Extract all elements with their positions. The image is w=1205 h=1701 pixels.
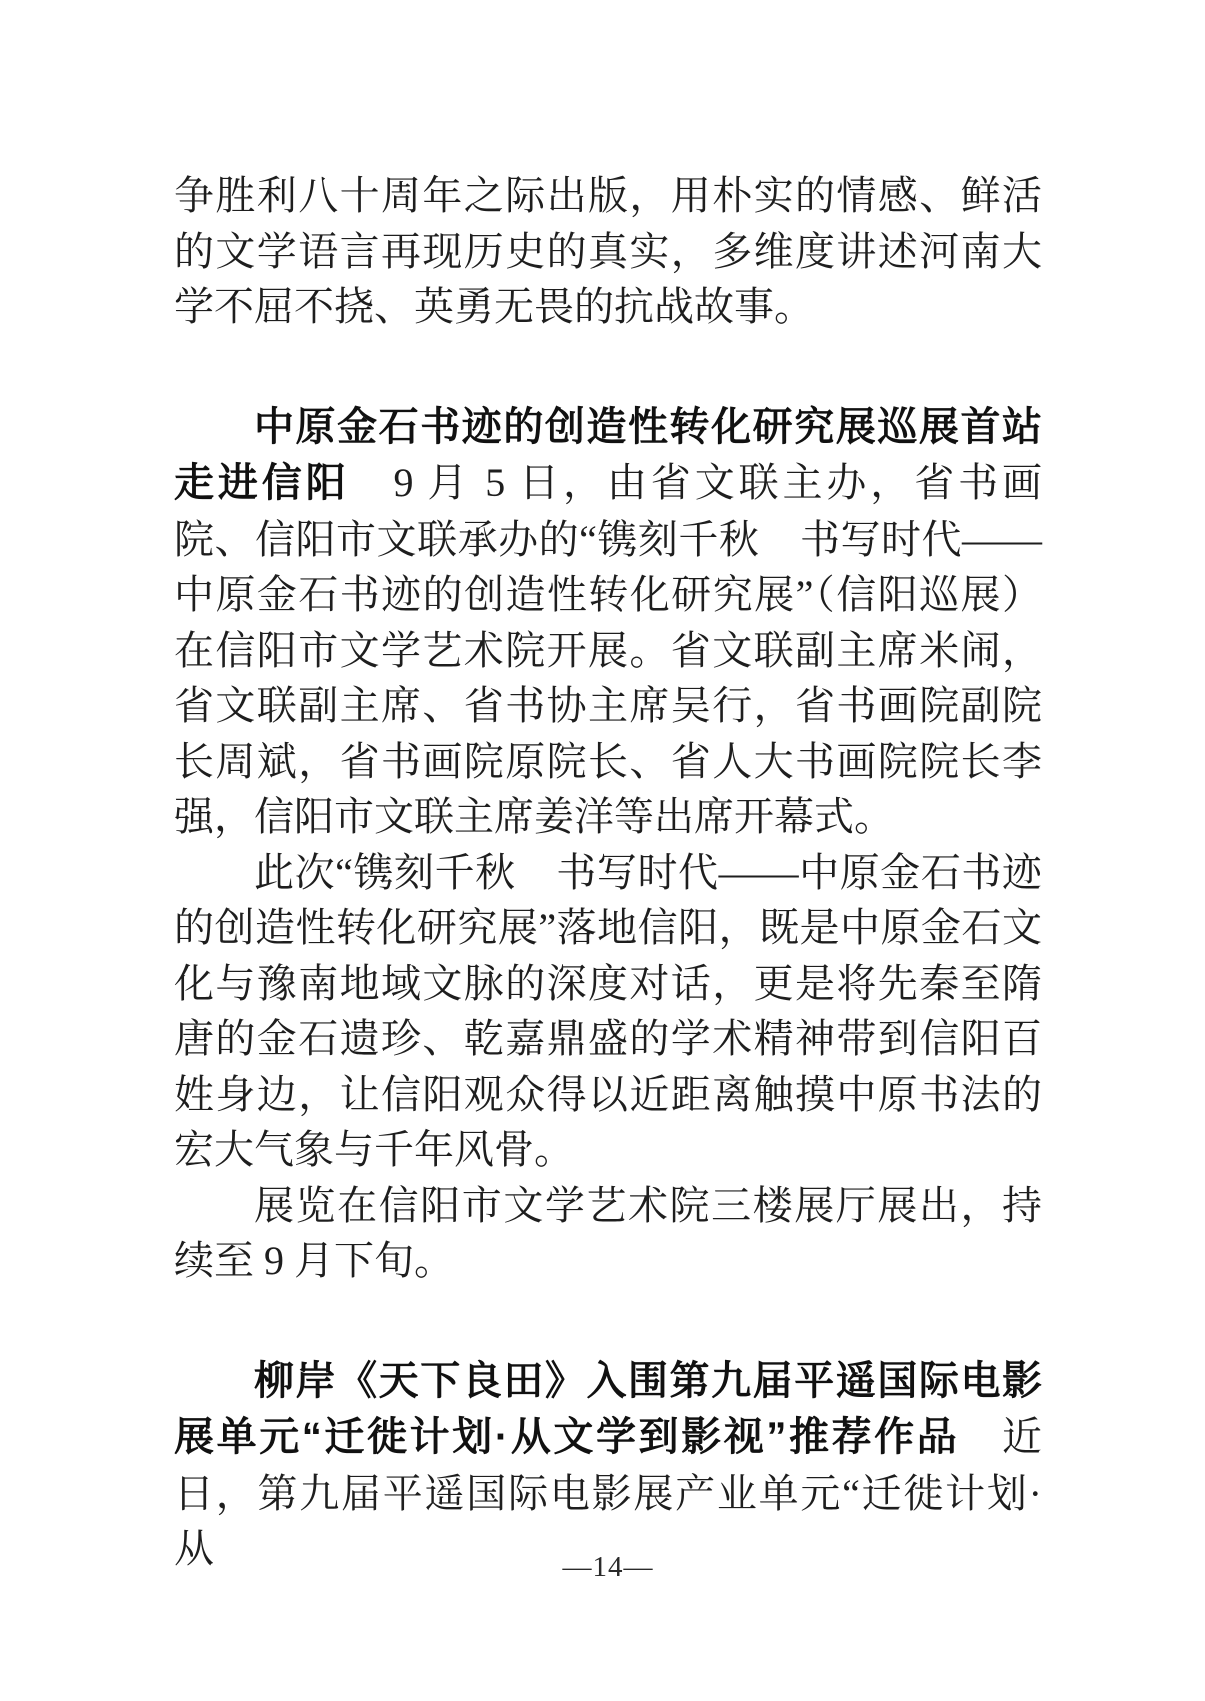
page-number	[174, 1550, 1042, 1584]
document-text-block	[174, 168, 1042, 1577]
news-item-1-paragraph-3-text: 展览在信阳市文学艺术院三楼展厅展出，持续至 9 月下旬。	[174, 1182, 1042, 1283]
news-item-1-paragraph-2-text: 此次“镌刻千秋 书写时代——中原金石书迹的创造性转化研究展”落地信阳，既是中原金石文化与豫南地域文脉的深度对话，更是将先秦至隋唐的金石遗珍、乾嘉鼎盛的学术精神带到信阳百姓身边，让信阳观众得以近距离触摸中原书法的宏大气象与千年风骨。	[174, 849, 1042, 1172]
news-item-1-paragraph-2	[174, 845, 1042, 1178]
news-item-2-headline: 柳岸《天下良田》入围第九届平遥国际电影展单元“迁徙计划·从文学到影视”推荐作品	[174, 1358, 1042, 1459]
news-item-1-body: 9 月 5 日，由省文联主办，省书画院、信阳市文联承办的“镌刻千秋 书写时代——中原金石书迹的创造性转化研究展”（信阳巡展）在信阳市文学艺术院开展。省文联副主席米闹，省文联副主席、省书协主席吴行，省书画院副院长周斌，省书画院原院长、省人大书画院院长李强，信阳市文联主席姜洋等出席开幕式。	[174, 460, 1043, 839]
news-item-2-body: 近日，第九届平遥国际电影展产业单元“迁徙计划·从	[174, 1414, 1042, 1571]
news-item-1-paragraph-3	[174, 1178, 1042, 1289]
paragraph-continuation	[174, 168, 1042, 335]
page-number-label: —14—	[562, 1551, 654, 1583]
news-item-2-paragraph	[174, 1353, 1042, 1577]
paragraph-continuation-text: 争胜利八十周年之际出版，用朴实的情感、鲜活的文学语言再现历史的真实，多维度讲述河南大学不屈不挠、英勇无畏的抗战故事。	[174, 173, 1042, 329]
news-item-1-paragraph	[174, 399, 1042, 845]
news-item-1-headline: 中原金石书迹的创造性转化研究展巡展首站走进信阳	[174, 404, 1042, 505]
